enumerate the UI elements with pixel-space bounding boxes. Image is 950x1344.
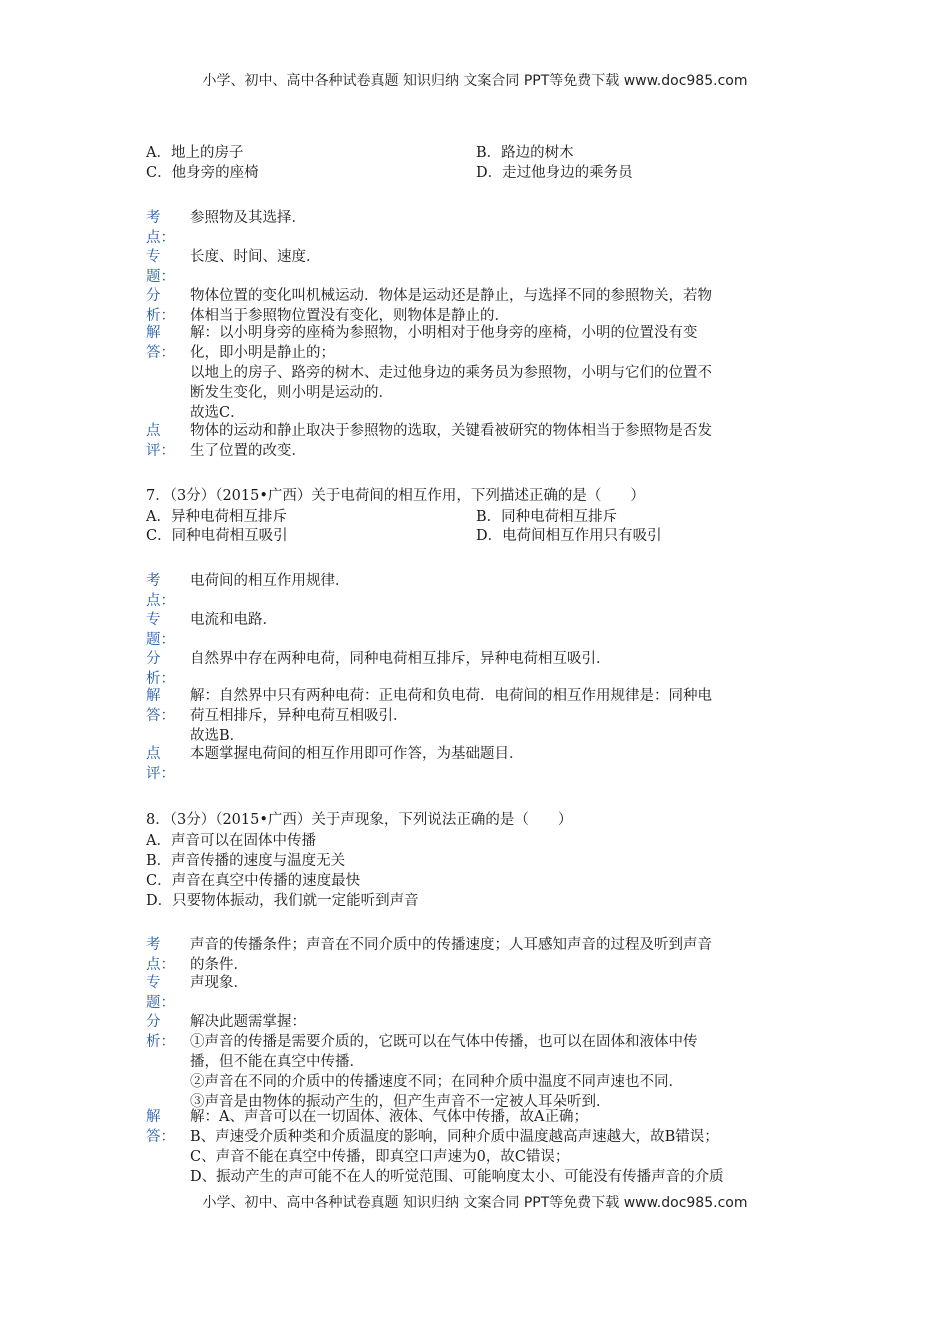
q6-fenxi: 物体位置的变化叫机械运动．物体是运动还是静止，与选择不同的参照物关，若物 体相当于参照物位置没有变化，则物体是静止的． xyxy=(190,288,712,324)
q8-option-d: D．只要物体振动，我们就一定能听到声音 xyxy=(146,893,419,909)
q7-stem: 7．（3分）（2015•广西）关于电荷间的相互作用，下列描述正确的是（ ） xyxy=(146,488,645,504)
page-header: 小学、初中、高中各种试卷真题 知识归纳 文案合同 PPT等免费下载 www.doc985.com xyxy=(202,73,748,89)
q6-zhuanti: 长度、时间、速度． xyxy=(190,249,321,265)
q8-jieda: 解：A、声音可以在一切固体、液体、气体中传播，故A正确； B、声速受介质种类和介质温度的影响，同种介质中温度越高声速越大，故B错误； C、声音不能在真空中传播，即真空口声速为0，故C错误； D、振动产生的声可能不在人的听觉范围、可能响度太小、可能没有传播声音的介质 xyxy=(190,1109,724,1185)
q7-option-c: C．同种电荷相互吸引 xyxy=(146,528,288,544)
q8-kaodian-label: 考 点： xyxy=(146,937,175,973)
q7-option-a: A．异种电荷相互排斥 xyxy=(146,509,287,525)
q8-jieda-label: 解 答： xyxy=(146,1109,175,1145)
q7-dianping-label: 点 评： xyxy=(146,746,175,782)
q6-dianping-label: 点 评： xyxy=(146,423,175,459)
q6-option-b: B．路边的树木 xyxy=(476,145,574,161)
q8-zhuanti: 声现象． xyxy=(190,975,248,991)
q6-dianping: 物体的运动和静止取决于参照物的选取，关键看被研究的物体相当于参照物是否发 生了位置的改变． xyxy=(190,423,712,459)
q6-kaodian: 参照物及其选择． xyxy=(190,210,306,226)
q6-fenxi-label: 分 析： xyxy=(146,288,175,324)
q6-kaodian-label: 考 点： xyxy=(146,210,175,246)
q8-option-c: C．声音在真空中传播的速度最快 xyxy=(146,873,361,889)
q7-zhuanti: 电流和电路． xyxy=(190,612,277,628)
q6-option-a: A．地上的房子 xyxy=(146,145,244,161)
q7-fenxi: 自然界中存在两种电荷，同种电荷相互排斥，异种电荷相互吸引． xyxy=(190,651,611,667)
q7-fenxi-label: 分 析： xyxy=(146,651,175,687)
q6-option-c: C．他身旁的座椅 xyxy=(146,165,259,181)
q8-stem: 8．（3分）（2015•广西）关于声现象，下列说法正确的是（ ） xyxy=(146,812,573,828)
q8-zhuanti-label: 专 题： xyxy=(146,975,175,1011)
q6-jieda-label: 解 答： xyxy=(146,325,175,361)
q7-option-d: D．电荷间相互作用只有吸引 xyxy=(476,528,662,544)
q8-option-a: A．声音可以在固体中传播 xyxy=(146,833,316,849)
q6-zhuanti-label: 专 题： xyxy=(146,249,175,285)
q7-dianping: 本题掌握电荷间的相互作用即可作答，为基础题目． xyxy=(190,746,524,762)
q8-fenxi-label: 分 析： xyxy=(146,1014,175,1050)
q7-kaodian-label: 考 点： xyxy=(146,573,175,609)
q6-option-d: D．走过他身边的乘务员 xyxy=(476,165,633,181)
page-footer: 小学、初中、高中各种试卷真题 知识归纳 文案合同 PPT等免费下载 www.doc985.com xyxy=(202,1195,748,1211)
q6-jieda: 解：以小明身旁的座椅为参照物，小明相对于他身旁的座椅，小明的位置没有变 化，即小明是静止的； 以地上的房子、路旁的树木、走过他身边的乘务员为参照物，小明与它们的位置不 断发生变化，则小明是运动的． 故选C． xyxy=(190,325,712,421)
q7-kaodian: 电荷间的相互作用规律． xyxy=(190,573,350,589)
q7-jieda-label: 解 答： xyxy=(146,688,175,724)
q7-option-b: B．同种电荷相互排斥 xyxy=(476,509,618,525)
q7-jieda: 解：自然界中只有两种电荷：正电荷和负电荷．电荷间的相互作用规律是：同种电 荷互相排斥，异种电荷互相吸引． 故选B． xyxy=(190,688,712,744)
q8-kaodian: 声音的传播条件；声音在不同介质中的传播速度；人耳感知声音的过程及听到声音 的条件． xyxy=(190,937,712,973)
q8-option-b: B．声音传播的速度与温度无关 xyxy=(146,853,346,869)
q8-fenxi: 解决此题需掌握： ①声音的传播是需要介质的，它既可以在气体中传播，也可以在固体和液体中传 播，但不能在真空中传播． ②声音在不同的介质中的传播速度不同；在同种介质中温度不同声速也不同． ③声音是由物体的振动产生的，但产生声音不一定被人耳朵听到． xyxy=(190,1014,698,1110)
q7-zhuanti-label: 专 题： xyxy=(146,612,175,648)
